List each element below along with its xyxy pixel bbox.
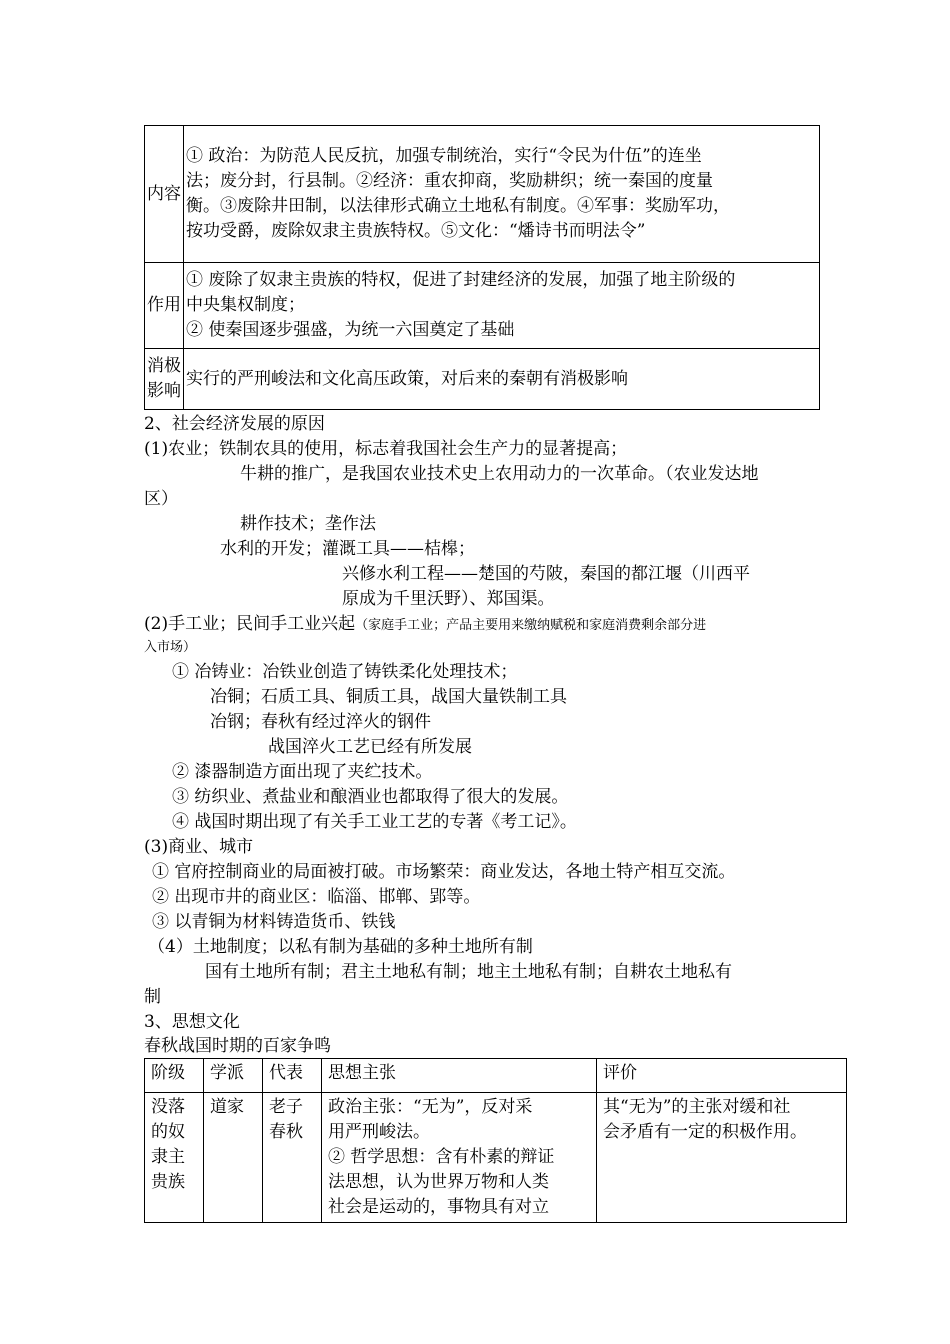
text-line: ① 冶铸业：冶铁业创造了铸铁柔化处理技术； (172, 662, 518, 682)
row-content (184, 126, 820, 263)
column-header: 学派 (204, 1059, 263, 1093)
class-cell (145, 1093, 204, 1223)
cell-line: 按功受爵，废除奴隶主贵族特权。⑤文化：“燔诗书而明法令” (186, 221, 646, 241)
text-line: 春秋战国时期的百家争鸣 (144, 1036, 331, 1056)
column-header: 评价 (597, 1059, 847, 1093)
text-line: ② 漆器制造方面出现了夹纻技术。 (172, 762, 433, 782)
text-line: 冶铜；石质工具、铜质工具，战国大量铁制工具 (210, 687, 567, 707)
cell-line: 用严刑峻法。 (328, 1122, 430, 1142)
representative-cell (263, 1093, 322, 1223)
text-line: ① 官府控制商业的局面被打破。市场繁荣：商业发达，各地土特产相互交流。 (152, 862, 736, 882)
row-header: 内容 (145, 126, 184, 263)
column-header: 思想主张 (322, 1059, 597, 1093)
text-line: 国有土地所有制；君主土地私有制；地主土地私有制；自耕农土地私有 (205, 962, 732, 982)
note-line: 入市场） (144, 640, 197, 655)
text-line: 牛耕的推广，是我国农业技术史上农用动力的一次革命。（农业发达地 (240, 464, 759, 484)
section-heading: 2、社会经济发展的原因 (144, 414, 325, 434)
cell-line: 实行的严刑峻法和文化高压政策，对后来的秦朝有消极影响 (186, 368, 628, 389)
cell-line: ② 使秦国逐步强盛，为统一六国奠定了基础 (186, 320, 515, 340)
note-span: （家庭手工业；产品主要用来缴纳赋税和家庭消费剩余部分进 (355, 618, 707, 633)
row-header-line: 消极 (147, 356, 181, 376)
hundred-schools-table (144, 1058, 847, 1223)
table-row (145, 263, 820, 349)
cell-line: 衡。③废除井田制，以法律形式确立土地私有制度。④军事：奖励军功， (186, 196, 730, 216)
row-content (184, 349, 820, 410)
row-header: 作用 (145, 263, 184, 349)
cell-line: 隶主 (151, 1147, 185, 1167)
cell-line: 中央集权制度； (186, 295, 305, 315)
text-line: 战国淬火工艺已经有所发展 (268, 737, 472, 757)
school-cell: 道家 (204, 1093, 263, 1223)
text-line: ② 出现市井的商业区：临淄、邯郸、郢等。 (152, 887, 481, 907)
row-header (145, 349, 184, 410)
column-header: 代表 (263, 1059, 322, 1093)
text-line: 原成为千里沃野）、郑国渠。 (342, 589, 555, 609)
table-header-row (145, 1059, 847, 1093)
column-header: 阶级 (145, 1059, 204, 1093)
cell-line: 法；废分封，行县制。②经济：重农抑商，奖励耕织；统一秦国的度量 (186, 171, 713, 191)
text-line: 耕作技术；垄作法 (240, 514, 376, 534)
qin-reform-table (144, 125, 820, 410)
cell-line: 会矛盾有一定的积极作用。 (603, 1122, 807, 1142)
text-line: (1)农业；铁制农具的使用，标志着我国社会生产力的显著提高； (144, 439, 628, 459)
cell-line: ① 废除了奴隶主贵族的特权，促进了封建经济的发展，加强了地主阶级的 (186, 270, 736, 290)
cell-line: 没落 (151, 1097, 185, 1117)
text-line: 水利的开发；灌溉工具——桔槔； (220, 539, 475, 559)
table-row (145, 1093, 847, 1223)
table-row (145, 126, 820, 263)
cell-line: ② 哲学思想：含有朴素的辩证 (328, 1147, 555, 1167)
table-row (145, 349, 820, 410)
text-line: 区） (144, 489, 178, 509)
cell-line: 春秋 (269, 1122, 303, 1142)
cell-line: 的奴 (151, 1122, 185, 1142)
text-line: ④ 战国时期出现了有关手工业工艺的专著《考工记》。 (172, 812, 577, 832)
cell-line: 老子 (269, 1097, 303, 1117)
text-line: (3)商业、城市 (144, 837, 254, 857)
text-line: （4）土地制度；以私有制为基础的多种土地所有制 (148, 937, 533, 957)
text-line (144, 612, 706, 638)
cell-line: 法思想，认为世界万物和人类 (328, 1172, 549, 1192)
cell-line: 社会是运动的，事物具有对立 (328, 1197, 549, 1217)
cell-line: ① 政治：为防范人民反抗，加强专制统治，实行“令民为什伍”的连坐 (186, 146, 702, 166)
text-line: 兴修水利工程——楚国的芍陂，秦国的都江堰（川西平 (342, 564, 750, 584)
cell-line: 贵族 (151, 1172, 185, 1192)
text-line: 冶钢；春秋有经过淬火的钢件 (210, 712, 431, 732)
text-line: ③ 以青铜为材料铸造货币、铁钱 (152, 912, 396, 932)
text-span: (2)手工业；民间手工业兴起 (144, 614, 356, 634)
cell-line: 其“无为”的主张对缓和社 (603, 1097, 791, 1117)
text-line: 制 (144, 987, 161, 1007)
row-content (184, 263, 820, 349)
cell-line: 政治主张：“无为”，反对采 (328, 1097, 533, 1117)
row-header-line: 影响 (147, 381, 181, 401)
idea-cell (322, 1093, 597, 1223)
section-heading: 3、思想文化 (144, 1012, 240, 1032)
evaluation-cell (597, 1093, 847, 1223)
text-line: ③ 纺织业、煮盐业和酿酒业也都取得了很大的发展。 (172, 787, 569, 807)
